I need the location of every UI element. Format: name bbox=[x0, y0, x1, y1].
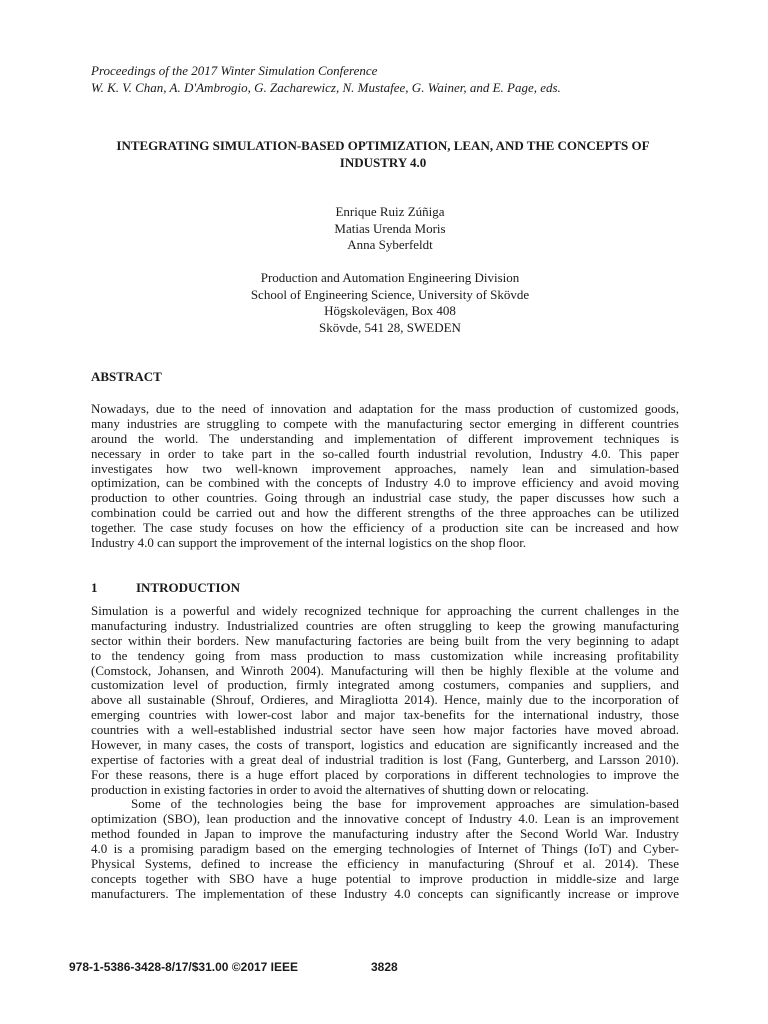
intro-line: optimization (SBO), lean production and the innovative concept of Industry 4.0. Lean is an improvement bbox=[91, 811, 679, 827]
title-line: INDUSTRY 4.0 bbox=[339, 154, 427, 170]
proceedings-header bbox=[91, 63, 561, 96]
abstract-line: optimization, can be combined with the concepts of Industry 4.0 to improve efficiency and avoid moving bbox=[91, 475, 679, 491]
intro-line: manufacturing industry. Industrialized countries are often struggling to keep the growing manufacturing bbox=[91, 617, 679, 633]
intro-line: (Comstock, Johansen, and Winroth 2004). Manufacturing will then be highly flexible at the volume and bbox=[91, 662, 679, 678]
affiliation-block bbox=[80, 270, 700, 336]
section-title: INTRODUCTION bbox=[136, 580, 241, 595]
paper-title bbox=[80, 138, 686, 171]
page-number: 3828 bbox=[371, 960, 398, 974]
abstract-line: Industry 4.0 can support the improvement of the internal logistics on the shop floor. bbox=[91, 534, 527, 550]
isbn-footer: 978-1-5386-3428-8/17/$31.00 ©2017 IEEE bbox=[69, 960, 299, 974]
intro-line: Physical Systems, defined to increase the efficiency in manufacturing (Shrouf et al. 2014). These bbox=[91, 855, 679, 871]
affiliation-line: Skövde, 541 28, SWEDEN bbox=[319, 319, 461, 335]
section-number: 1 bbox=[91, 580, 98, 595]
abstract-line: together. The case study focuses on how the efficiency of a production site can be increased and how bbox=[91, 520, 679, 535]
intro-line: countries with a well-established industrial sector have seen how major factories have moved abroad. bbox=[91, 722, 679, 737]
introduction-heading bbox=[91, 580, 240, 596]
affiliation-line: School of Engineering Science, University of Skövde bbox=[250, 286, 530, 302]
intro-line: 4.0 is a promising paradigm based on the emerging technologies of Internet of Things (IoT) and Cyber- bbox=[91, 841, 679, 856]
intro-line: Some of the technologies being the base for improvement approaches are simulation-based bbox=[131, 796, 679, 812]
editors-line: W. K. V. Chan, A. D'Ambrogio, G. Zacharewicz, N. Mustafee, G. Wainer, and E. Page, eds. bbox=[91, 79, 561, 95]
intro-line: method founded in Japan to improve the manufacturing industry after the Second World War. Industry bbox=[91, 826, 679, 842]
abstract-line: investigates how two well-known improvement approaches, namely lean and simulation-based bbox=[91, 460, 679, 476]
intro-line: concepts together with SBO have a huge potential to improve production in middle-size and large bbox=[91, 870, 679, 886]
intro-line: manufacturers. The implementation of these Industry 4.0 concepts can significantly increase or improve bbox=[91, 885, 679, 901]
intro-line: expertise of factories with a great deal of industrial tradition is lost (Fang, Gunterberg, and Larsson 2010). bbox=[91, 751, 679, 767]
intro-line: emerging countries with lower-cost labor and major tax-benefits for the international industry, those bbox=[91, 707, 679, 723]
abstract-line: Nowadays, due to the need of innovation and adaptation for the mass production of customized goods, bbox=[91, 401, 679, 416]
introduction-body bbox=[91, 604, 679, 902]
intro-line: However, in many cases, the costs of transport, logistics and education are significantly increased and the bbox=[91, 736, 679, 752]
abstract-line: necessary in order to take part in the so-called fourth industrial revolution, Industry 4.0. This paper bbox=[91, 445, 679, 461]
intro-line: For these reasons, there is a huge effort placed by corporations in different technologies to improve the bbox=[91, 766, 679, 782]
author-name: Matias Urenda Moris bbox=[334, 220, 446, 236]
intro-line: above all sustainable (Shrouf, Ordieres, and Miragliotta 2014). Hence, mainly due to the incorporation of bbox=[91, 692, 679, 708]
author-name: Anna Syberfeldt bbox=[347, 237, 433, 253]
intro-line: production in existing factories in order to avoid the alternatives of shutting down or relocating. bbox=[91, 781, 589, 797]
author-list bbox=[80, 204, 700, 254]
affiliation-line: Högskolevägen, Box 408 bbox=[324, 303, 456, 319]
affiliation-line: Production and Automation Engineering Division bbox=[260, 270, 520, 285]
intro-line: sector within their borders. New manufacturing factories are being built from the very beginning to adapt bbox=[91, 632, 679, 648]
intro-line: to the tendency going from mass production to mass customization while increasing profitability bbox=[91, 647, 679, 663]
intro-line: customization level of production, firmly integrated among costumers, companies and suppliers, and bbox=[91, 677, 679, 693]
abstract-line: production to other countries. Going through an industrial case study, the paper discusses how such a bbox=[91, 490, 679, 506]
intro-line: Simulation is a powerful and widely recognized technique for approaching the current challenges in the bbox=[91, 603, 679, 618]
abstract-line: combination could be carried out and how the different strengths of the three approaches can be utilized bbox=[91, 505, 679, 521]
author-name: Enrique Ruiz Zúñiga bbox=[335, 204, 445, 219]
title-line: INTEGRATING SIMULATION-BASED OPTIMIZATION, LEAN, AND THE CONCEPTS OF bbox=[116, 138, 650, 153]
abstract-line: many industries are struggling to compete with the manufacturing sector emerging in different countries bbox=[91, 415, 679, 431]
abstract-heading: ABSTRACT bbox=[91, 369, 162, 384]
abstract-body bbox=[91, 402, 679, 551]
abstract-line: around the world. The understanding and implementation of different improvement techniques is bbox=[91, 430, 679, 446]
proceedings-title: Proceedings of the 2017 Winter Simulation Conference bbox=[91, 63, 378, 78]
